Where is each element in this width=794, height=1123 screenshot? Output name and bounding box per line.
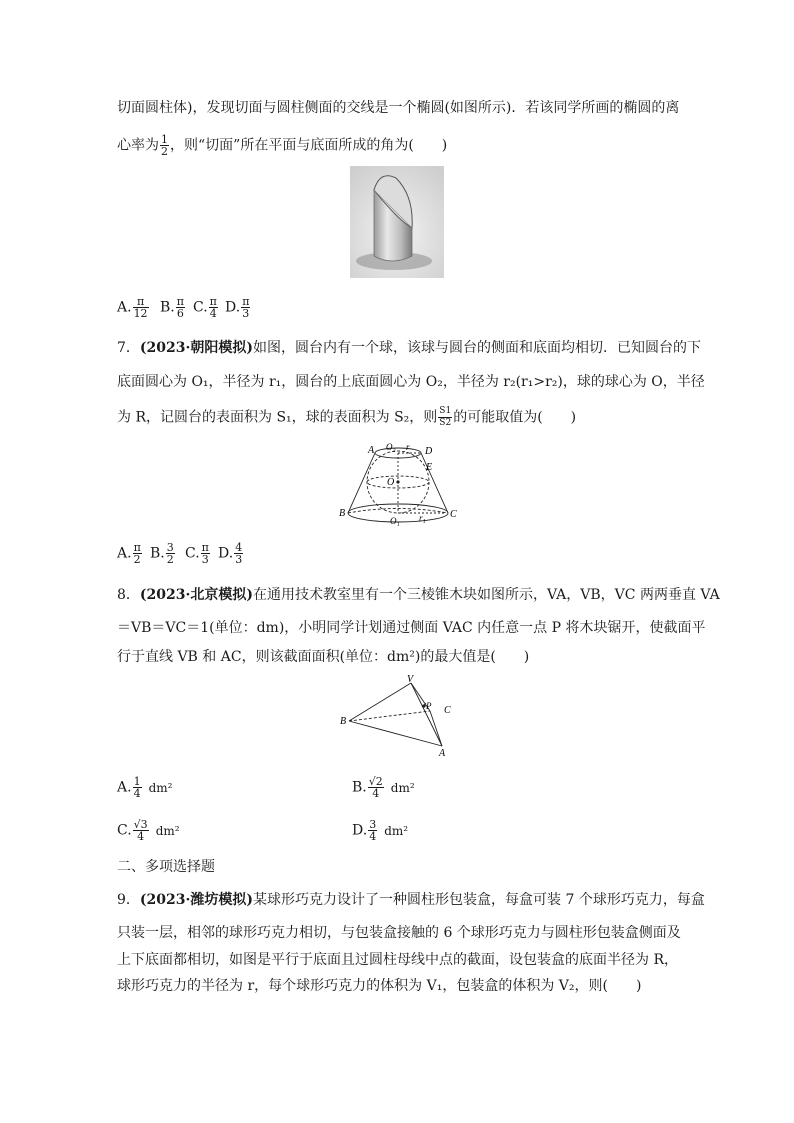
- fraction-numerator: π: [209, 295, 217, 308]
- option-label: D.: [225, 299, 241, 316]
- option-label: B.: [150, 545, 165, 562]
- option-fraction: [176, 296, 185, 319]
- question-number: 8．: [117, 587, 140, 603]
- label-v: V: [407, 674, 414, 685]
- label-p: P: [426, 701, 432, 711]
- q7-line-3-post: 的可能取值为( ): [453, 409, 577, 426]
- q7-frustum-sphere-figure: [336, 440, 464, 530]
- q7-line-3-pre: 为 R，记圆台的表面积为 S₁，球的表面积为 S₂，则: [117, 409, 438, 426]
- label-o1: O₁: [390, 516, 400, 526]
- option-unit: dm²: [148, 780, 173, 795]
- option-label: A.: [117, 779, 132, 796]
- q7-option-c[interactable]: [185, 542, 211, 565]
- label-a: A: [368, 445, 375, 456]
- option-fraction: [368, 819, 377, 842]
- q8-option-d[interactable]: [352, 819, 408, 842]
- q6-line-2: [117, 134, 447, 157]
- fraction-denominator: 2: [161, 145, 168, 158]
- q8-tetrahedron-figure: [338, 673, 458, 759]
- q9-line-2: 只装一层，相邻的球形巧克力相切，与包装盒接触的 6 个球形巧克力与圆柱形包装盒侧面及: [117, 925, 681, 941]
- option-fraction: [133, 819, 149, 842]
- fraction-numerator: π: [201, 541, 209, 554]
- option-label: D.: [352, 822, 368, 839]
- fraction-numerator: 3: [166, 541, 174, 554]
- fraction-denominator: 2: [166, 553, 174, 566]
- fraction-numerator: 3: [369, 818, 377, 831]
- option-unit: dm²: [390, 780, 415, 795]
- label-e: E: [426, 462, 433, 473]
- fraction-denominator: 4: [209, 307, 217, 320]
- fraction-denominator: 3: [235, 553, 243, 566]
- fraction-numerator: √3: [133, 818, 148, 831]
- q7-option-d[interactable]: [218, 542, 244, 565]
- option-label: C.: [185, 545, 200, 562]
- q6-option-d[interactable]: [225, 296, 251, 319]
- q6-option-c[interactable]: [193, 296, 219, 319]
- option-label: C.: [193, 299, 208, 316]
- section-heading: 二、多项选择题: [117, 859, 215, 875]
- fraction-numerator: S1: [439, 406, 452, 416]
- q9-line-1-text: 某球形巧克力设计了一种圆柱形包装盒，每盒可装 7 个球形巧克力，每盒: [253, 892, 705, 908]
- fraction-denominator: 3: [201, 553, 209, 566]
- q8-option-c[interactable]: [117, 819, 180, 842]
- q8-line-1: [117, 585, 720, 605]
- option-label: B.: [160, 299, 175, 316]
- fraction-denominator: 4: [372, 787, 380, 800]
- label-c: C: [450, 509, 457, 520]
- q6-eccentricity-fraction: [160, 134, 169, 157]
- q8-option-a[interactable]: [117, 776, 172, 799]
- option-label: A.: [117, 299, 132, 316]
- fraction-denominator: 6: [176, 307, 184, 320]
- q7-line-1-text: 如图，圆台内有一个球，该球与圆台的侧面和底面均相切．已知圆台的下: [253, 340, 702, 356]
- option-label: A.: [117, 545, 132, 562]
- label-b: B: [339, 508, 346, 519]
- q7-option-b[interactable]: [150, 542, 176, 565]
- fraction-numerator: 4: [235, 541, 243, 554]
- q7-line-1: [117, 338, 701, 358]
- q9-line-1: [117, 890, 705, 910]
- option-label: C.: [117, 822, 132, 839]
- label-r1: r₁: [419, 513, 426, 523]
- label-b: B: [340, 716, 347, 727]
- label-o2: O₂: [386, 442, 396, 452]
- q6-option-b[interactable]: [160, 296, 186, 319]
- question-source: (2023·潍坊模拟): [139, 892, 254, 908]
- q6-cut-cylinder-figure: [350, 166, 444, 278]
- fraction-denominator: 2: [133, 553, 141, 566]
- fraction-denominator: 3: [242, 307, 250, 320]
- option-label: B.: [352, 779, 367, 796]
- option-fraction: [368, 776, 384, 799]
- option-fraction: [133, 776, 142, 799]
- fraction-denominator: 4: [137, 830, 145, 843]
- q8-option-b[interactable]: [352, 776, 415, 799]
- fraction-numerator: π: [133, 296, 149, 308]
- label-r2: r: [406, 442, 410, 452]
- q8-line-1-text: 在通用技术教室里有一个三棱锥木块如图所示，VA，VB，VC 两两垂直 VA: [253, 587, 720, 603]
- fraction-denominator: 4: [133, 787, 141, 800]
- fraction-denominator: S2: [439, 418, 452, 428]
- fraction-numerator: π: [242, 295, 250, 308]
- q7-line-3: [117, 406, 576, 429]
- question-number: 7．: [117, 340, 140, 356]
- fraction-numerator: 1: [133, 775, 141, 788]
- q7-option-a[interactable]: [117, 542, 143, 565]
- label-d: D: [425, 446, 433, 457]
- option-fraction: [234, 542, 243, 565]
- q9-line-3: 上下底面都相切，如图是平行于底面且过圆柱母线中点的截面，设包装盒的底面半径为 R，: [117, 952, 678, 968]
- label-o: O: [387, 477, 395, 488]
- q8-line-2: ＝VB＝VC＝1(单位：dm)，小明同学计划通过侧面 VAC 内任意一点 P 将木块锯开，使截面平: [117, 620, 706, 636]
- question-source: (2023·朝阳模拟): [139, 340, 254, 356]
- option-fraction: [133, 542, 142, 565]
- q9-line-4: 球形巧克力的半径为 r，每个球形巧克力的体积为 V₁，包装盒的体积为 V₂，则( ): [117, 978, 642, 994]
- q6-line-2-post: ，则“切面”所在平面与底面所成的角为( ): [170, 137, 448, 154]
- q7-ratio-fraction: [438, 406, 452, 429]
- question-source: (2023·北京模拟): [139, 587, 254, 603]
- q7-line-2: 底面圆心为 O₁，半径为 r₁，圆台的上底面圆心为 O₂，半径为 r₂(r₁>r₂)，球的球心为 O，半径: [117, 374, 705, 390]
- q6-option-a[interactable]: [117, 296, 150, 319]
- fraction-numerator: √2: [368, 775, 383, 788]
- label-a: A: [439, 748, 446, 759]
- q8-line-3: 行于直线 VB 和 AC，则该截面面积(单位：dm²)的最大值是( ): [117, 649, 530, 665]
- option-unit: dm²: [384, 823, 409, 838]
- fraction-denominator: 4: [369, 830, 377, 843]
- option-fraction: [133, 296, 149, 319]
- option-unit: dm²: [155, 823, 180, 838]
- q6-line-1: 切面圆柱体)，发现切面与圆柱侧面的交线是一个椭圆(如图所示)．若该同学所画的椭圆的离: [117, 100, 680, 116]
- fraction-numerator: π: [133, 541, 141, 554]
- fraction-denominator: 12: [133, 307, 148, 320]
- q6-line-2-pre: 心率为: [117, 137, 159, 154]
- option-fraction: [201, 542, 210, 565]
- option-fraction: [209, 296, 218, 319]
- question-number: 9．: [117, 892, 140, 908]
- label-c: C: [444, 705, 451, 716]
- option-fraction: [166, 542, 175, 565]
- option-label: D.: [218, 545, 234, 562]
- fraction-numerator: 1: [161, 133, 168, 146]
- fraction-numerator: π: [176, 295, 184, 308]
- option-fraction: [241, 296, 250, 319]
